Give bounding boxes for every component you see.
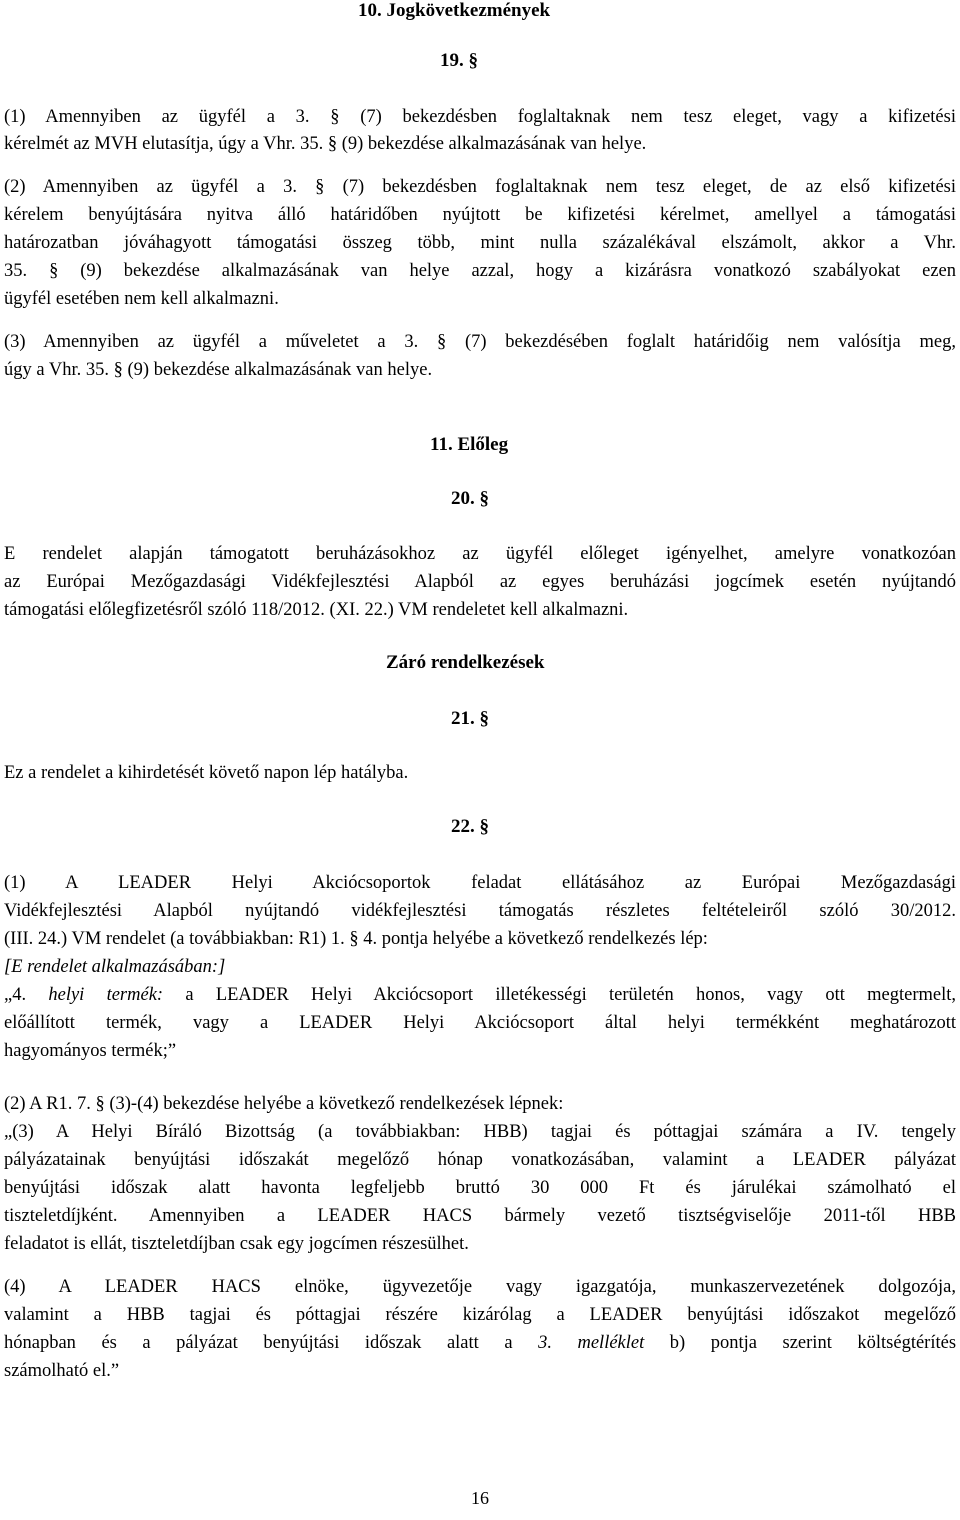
paragraph-line: hagyományos termék;” <box>4 1041 177 1061</box>
paragraph-line: kérelmét az MVH elutasítja, úgy a Vhr. 35. § (9) bekezdése alkalmazásának van helye. <box>4 134 647 154</box>
italic-annex-ref: 3. melléklet <box>538 1333 645 1353</box>
paragraph-line: (4) A LEADER HACS elnöke, ügyvezetője vagy igazgatója, munkaszervezetének dolgozója, <box>4 1277 956 1297</box>
paragraph-line: ügyfél esetében nem kell alkalmazni. <box>4 289 279 309</box>
paragraph-line: benyújtási időszak alatt havonta legfeljebb bruttó 30 000 Ft és járulékai számolható el <box>4 1178 956 1198</box>
chapter-heading: Záró rendelkezések <box>386 652 545 673</box>
paragraph-line: (1) A LEADER Helyi Akciócsoportok feladat ellátásához az Európai Mezőgazdasági <box>4 873 956 893</box>
paragraph-line: 35. § (9) bekezdése alkalmazásának van helye azzal, hogy a kizárásra vonatkozó szabályokat ezen <box>4 261 956 281</box>
paragraph-line: (III. 24.) VM rendelet (a továbbiakban: R1) 1. § 4. pontja helyébe a következő rendelkezés lép: <box>4 929 708 949</box>
paragraph-line: feladatot is ellát, tiszteletdíjban csak egy jogcímen részesülhet. <box>4 1234 469 1254</box>
italic-insert-note: [E rendelet alkalmazásában:] <box>4 957 226 977</box>
paragraph-line <box>4 954 956 981</box>
paragraph-line: (2) Amennyiben az ügyfél a 3. § (7) bekezdésben foglaltaknak nem tesz eleget, de az első kifizetési <box>4 177 956 197</box>
paragraph-line <box>4 1330 956 1357</box>
paragraph-line: (3) Amennyiben az ügyfél a műveletet a 3. § (7) bekezdésében foglalt határidőig nem valósítja meg, <box>4 332 956 352</box>
chapter-heading: 11. Előleg <box>430 434 509 455</box>
chapter-heading: 10. Jogkövetkezmények <box>358 0 551 21</box>
text-run: „4. <box>4 985 49 1005</box>
paragraph-line: előállított termék, vagy a LEADER Helyi Akciócsoport által helyi termékként meghatározott <box>4 1013 956 1033</box>
text-run: hónapban és a pályázat benyújtási időszak alatt a <box>4 1333 539 1353</box>
paragraph-line: számolható el.” <box>4 1361 120 1381</box>
text-run: b) pontja szerint költségtérítés <box>644 1333 957 1353</box>
page-number: 16 <box>471 1488 489 1508</box>
paragraph-line: pályázatainak benyújtási időszakát megelőző hónap vonatkozásában, valamint a LEADER pályázat <box>4 1150 956 1170</box>
italic-term: helyi termék: <box>48 985 164 1005</box>
section-heading: 22. § <box>451 816 489 837</box>
paragraph-line: „(3) A Helyi Bíráló Bizottság (a továbbiakban: HBB) tagjai és póttagjai számára a IV. tengely <box>4 1122 956 1142</box>
text-run: a LEADER Helyi Akciócsoport illetékességi területén honos, vagy ott megtermelt, <box>163 985 956 1005</box>
paragraph-line: Ez a rendelet a kihirdetését követő napon lép hatályba. <box>4 763 409 783</box>
paragraph-line: határozatban jóváhagyott támogatási összeg több, mint nulla százalékával elszámolt, akkor a Vhr. <box>4 233 956 253</box>
paragraph-line: E rendelet alapján támogatott beruházásokhoz az ügyfél előleget igényelhet, amelyre vonatkozóan <box>4 544 956 564</box>
section-heading: 19. § <box>440 50 478 71</box>
section-heading: 21. § <box>451 708 489 729</box>
paragraph-line: tiszteletdíjként. Amennyiben a LEADER HACS bármely vezető tisztségviselője 2011-től HBB <box>4 1206 956 1226</box>
paragraph-line: valamint a HBB tagjai és póttagjai részére kizárólag a LEADER benyújtási időszakot megelőző <box>4 1305 956 1325</box>
paragraph-line: (2) A R1. 7. § (3)-(4) bekezdése helyébe a következő rendelkezések lépnek: <box>4 1094 564 1114</box>
paragraph-line <box>4 982 956 1009</box>
paragraph-line: úgy a Vhr. 35. § (9) bekezdése alkalmazásának van helye. <box>4 360 433 380</box>
paragraph-line: kérelem benyújtására nyitva álló határidőben nyújtott be kifizetési kérelmet, amellyel a támogatási <box>4 205 956 225</box>
paragraph-line: támogatási előlegfizetésről szóló 118/2012. (XI. 22.) VM rendeletet kell alkalmazni. <box>4 600 629 620</box>
paragraph-line: (1) Amennyiben az ügyfél a 3. § (7) bekezdésben foglaltaknak nem tesz eleget, vagy a kifizetési <box>4 107 956 127</box>
section-heading: 20. § <box>451 488 489 509</box>
paragraph-line: Vidékfejlesztési Alapból nyújtandó vidékfejlesztési támogatás részletes feltételeiről szóló 30/2012. <box>4 901 956 921</box>
paragraph-line: az Európai Mezőgazdasági Vidékfejlesztési Alapból az egyes beruházási jogcímek esetén nyújtandó <box>4 572 956 592</box>
